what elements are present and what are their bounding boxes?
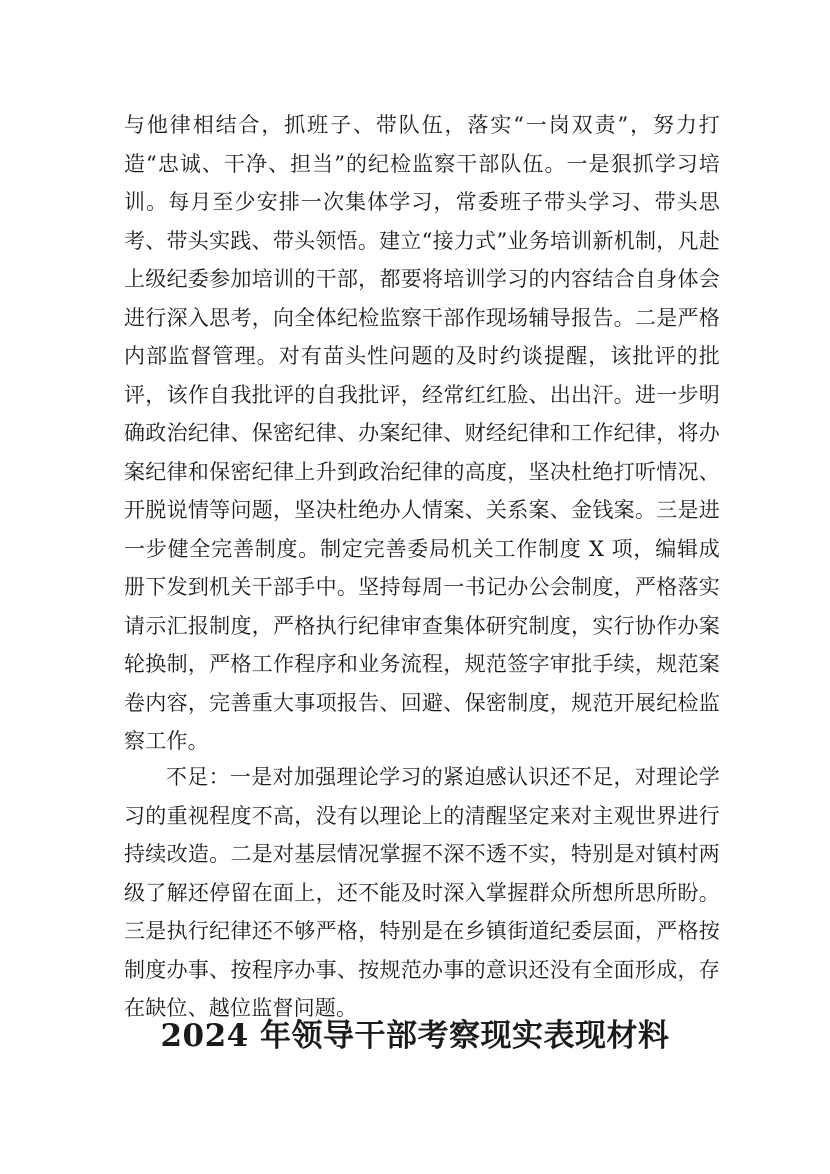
document-title: 2024 年领导干部考察现实表现材料: [160, 1018, 670, 1054]
body-paragraph-1: 与他律相结合，抓班子、带队伍，落实“一岗双责”，努力打造“忠诚、干净、担当”的纪检监察干部队伍。一是狠抓学习培训。每月至少安排一次集体学习，常委班子带头学习、带头思考、带头实践、带头领悟。建立“接力式”业务培训新机制，凡赴上级纪委参加培训的干部，都要将培训学习的内容结合自身体会进行深入思考，向全体纪检监察干部作现场辅导报告。二是严格内部监督管理。对有苗头性问题的及时约谈提醒，该批评的批评，该作自我批评的自我批评，经常红红脸、出出汗。进一步明确政治纪律、保密纪律、办案纪律、财经纪律和工作纪律，将办案纪律和保密纪律上升到政治纪律的高度，坚决杜绝打听情况、开脱说情等问题，坚决杜绝办人情案、关系案、金钱案。三是进一步健全完善制度。制定完善委局机关工作制度 X 项，编辑成册下发到机关干部手中。坚持每周一书记办公会制度，严格落实请示汇报制度，严格执行纪律审查集体研究制度，实行协作办案轮换制，严格工作程序和业务流程，规范签字审批手续，规范案卷内容，完善重大事项报告、回避、保密制度，规范开展纪检监察工作。: [124, 113, 720, 753]
body-paragraph-2: 不足：一是对加强理论学习的紧迫感认识还不足，对理论学习的重视程度不高，没有以理论上的清醒坚定来对主观世界进行持续改造。二是对基层情况掌握不深不透不实，特别是对镇村两级了解还停留在面上，还不能及时深入掌握群众所想所思所盼。三是执行纪律还不够严格，特别是在乡镇街道纪委层面，严格按制度办事、按程序办事、按规范办事的意识还没有全面形成，存在缺位、越位监督问题。: [124, 765, 720, 1020]
